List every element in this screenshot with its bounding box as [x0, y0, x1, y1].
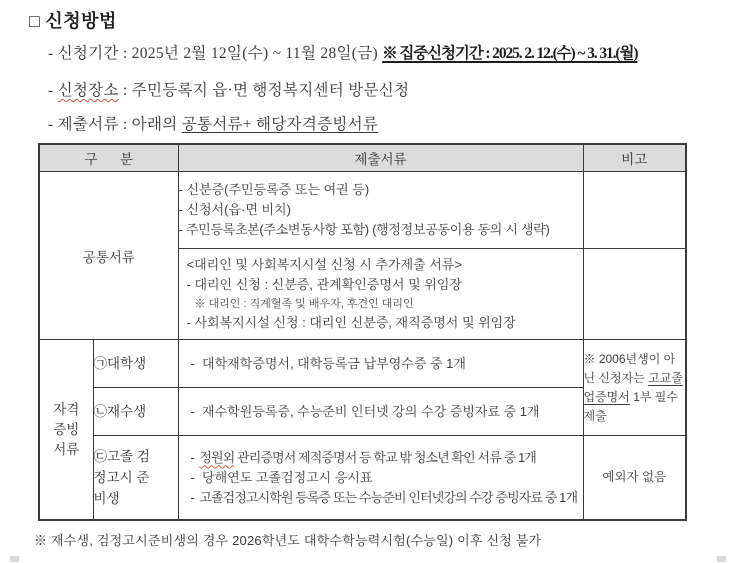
footnote: ※ 재수생, 검정고시준비생의 경우 2026학년도 대학수학능력시험(수능일) 이후 신청 불가 — [34, 533, 542, 548]
page-title: □ 신청방법 — [29, 11, 117, 31]
extra-agent-subnote: ※ 대리인 : 직계혈족 및 배우자, 후견인 대리인 — [194, 298, 414, 310]
univ-item: - 대학재학증명서, 대학등록금 납부영수증 중 1개 — [190, 355, 466, 371]
cell-ged-items — [178, 436, 583, 521]
cell-qualification-label — [39, 340, 93, 521]
header-category: 구 분 — [39, 144, 178, 172]
ged-item1-text: 관리증명서 제적증명서 등 학교 밖 청소년 확인 서류 중 1개 — [234, 449, 536, 465]
bullet-application-period — [48, 41, 637, 63]
ged-label-text: ㉢고졸 검정고시 준비생 — [93, 449, 150, 506]
cell-common-basic-items — [178, 172, 583, 249]
corner-mark-right — [717, 556, 726, 562]
common-documents-row-basic — [39, 172, 686, 249]
common-item-form: - 신청서(읍·면 비치) — [178, 202, 291, 217]
bullet-submission-documents — [48, 112, 378, 134]
qualification-label-text: 자격증빙서류 — [53, 401, 80, 457]
cell-common-extra-items — [178, 249, 583, 340]
place-text: : 주민등록지 읍·면 행정복지센터 방문신청 — [118, 82, 410, 99]
note-2006-pre: ※ 2006년생이 아닌 신청자는 — [583, 351, 676, 385]
cell-note-empty-1 — [583, 172, 686, 249]
extra-title: <대리인 및 사회복지시설 신청 시 추가제출 서류> — [186, 257, 462, 272]
common-item-id: - 신분증(주민등록증 또는 여권 등) — [178, 182, 370, 197]
table-header-row — [39, 144, 686, 172]
cell-common-label: 공통서류 — [39, 172, 178, 340]
retaker-item: - 재수학원등록증, 수능준비 인터넷 강의 수강 증빙자료 중 1개 — [190, 403, 540, 419]
ged-item-academy: - 고졸검정고시학원 등록증 또는 수능준비 인터넷강의 수강 증빙자료 중 1개 — [190, 489, 578, 505]
documents-text: - 제출서류 : 아래의 — [48, 116, 182, 133]
common-item-register: - 주민등록초본(주소변동사항 포함) (행정정보공동이용 동의 시 생략) — [178, 222, 550, 237]
cell-univ-items — [178, 340, 583, 388]
cell-ged-label — [93, 436, 178, 521]
ged-item-outside-school — [191, 448, 583, 468]
place-label-spellcheck: 신청장소 — [57, 82, 119, 99]
documents-underlined-text: 공통서류+ 해당자격증빙서류 — [181, 116, 379, 133]
header-note: 비고 — [583, 144, 686, 172]
qualification-row-ged — [39, 436, 686, 521]
ged-item-exam-slip: - 당해연도 고졸검정고시 응시표 — [190, 469, 373, 485]
header-documents: 제출서류 — [178, 144, 583, 172]
bullet-application-place — [48, 78, 409, 100]
extra-facility-line: - 사회복지시설 신청 : 대리인 신분증, 재직증명서 및 위임장 — [186, 315, 516, 330]
note-2006-underlined: 고교졸업증명서 — [583, 370, 683, 404]
documents-table — [38, 143, 687, 521]
cell-univ-label: ㉠대학생 — [93, 340, 178, 388]
corner-mark-left — [10, 556, 19, 562]
extra-agent-line: - 대리인 신청 : 신분증, 관계확인증명서 및 위임장 — [186, 277, 462, 292]
note-2006-post: 1부 필수 제출 — [583, 389, 678, 423]
cell-retaker-items — [178, 388, 583, 436]
cell-note-empty-2 — [583, 249, 686, 340]
qualification-row-university — [39, 340, 686, 388]
place-dash: - — [48, 82, 58, 99]
focus-period-text: ※ 집중신청기간 : 2025. 2. 12.(수) ~ 3. 31.(월) — [382, 45, 638, 62]
ged-item1-spellcheck: 정원외 — [199, 449, 235, 465]
cell-note-no-exception: 예외자 없음 — [583, 436, 686, 521]
cell-retaker-label: ㉡재수생 — [93, 388, 178, 436]
cell-note-2006 — [583, 340, 686, 436]
application-period-text: - 신청기간 : 2025년 2월 12일(수) ~ 11월 28일(금) — [48, 45, 383, 62]
ged-item1-dash: - — [190, 449, 200, 465]
